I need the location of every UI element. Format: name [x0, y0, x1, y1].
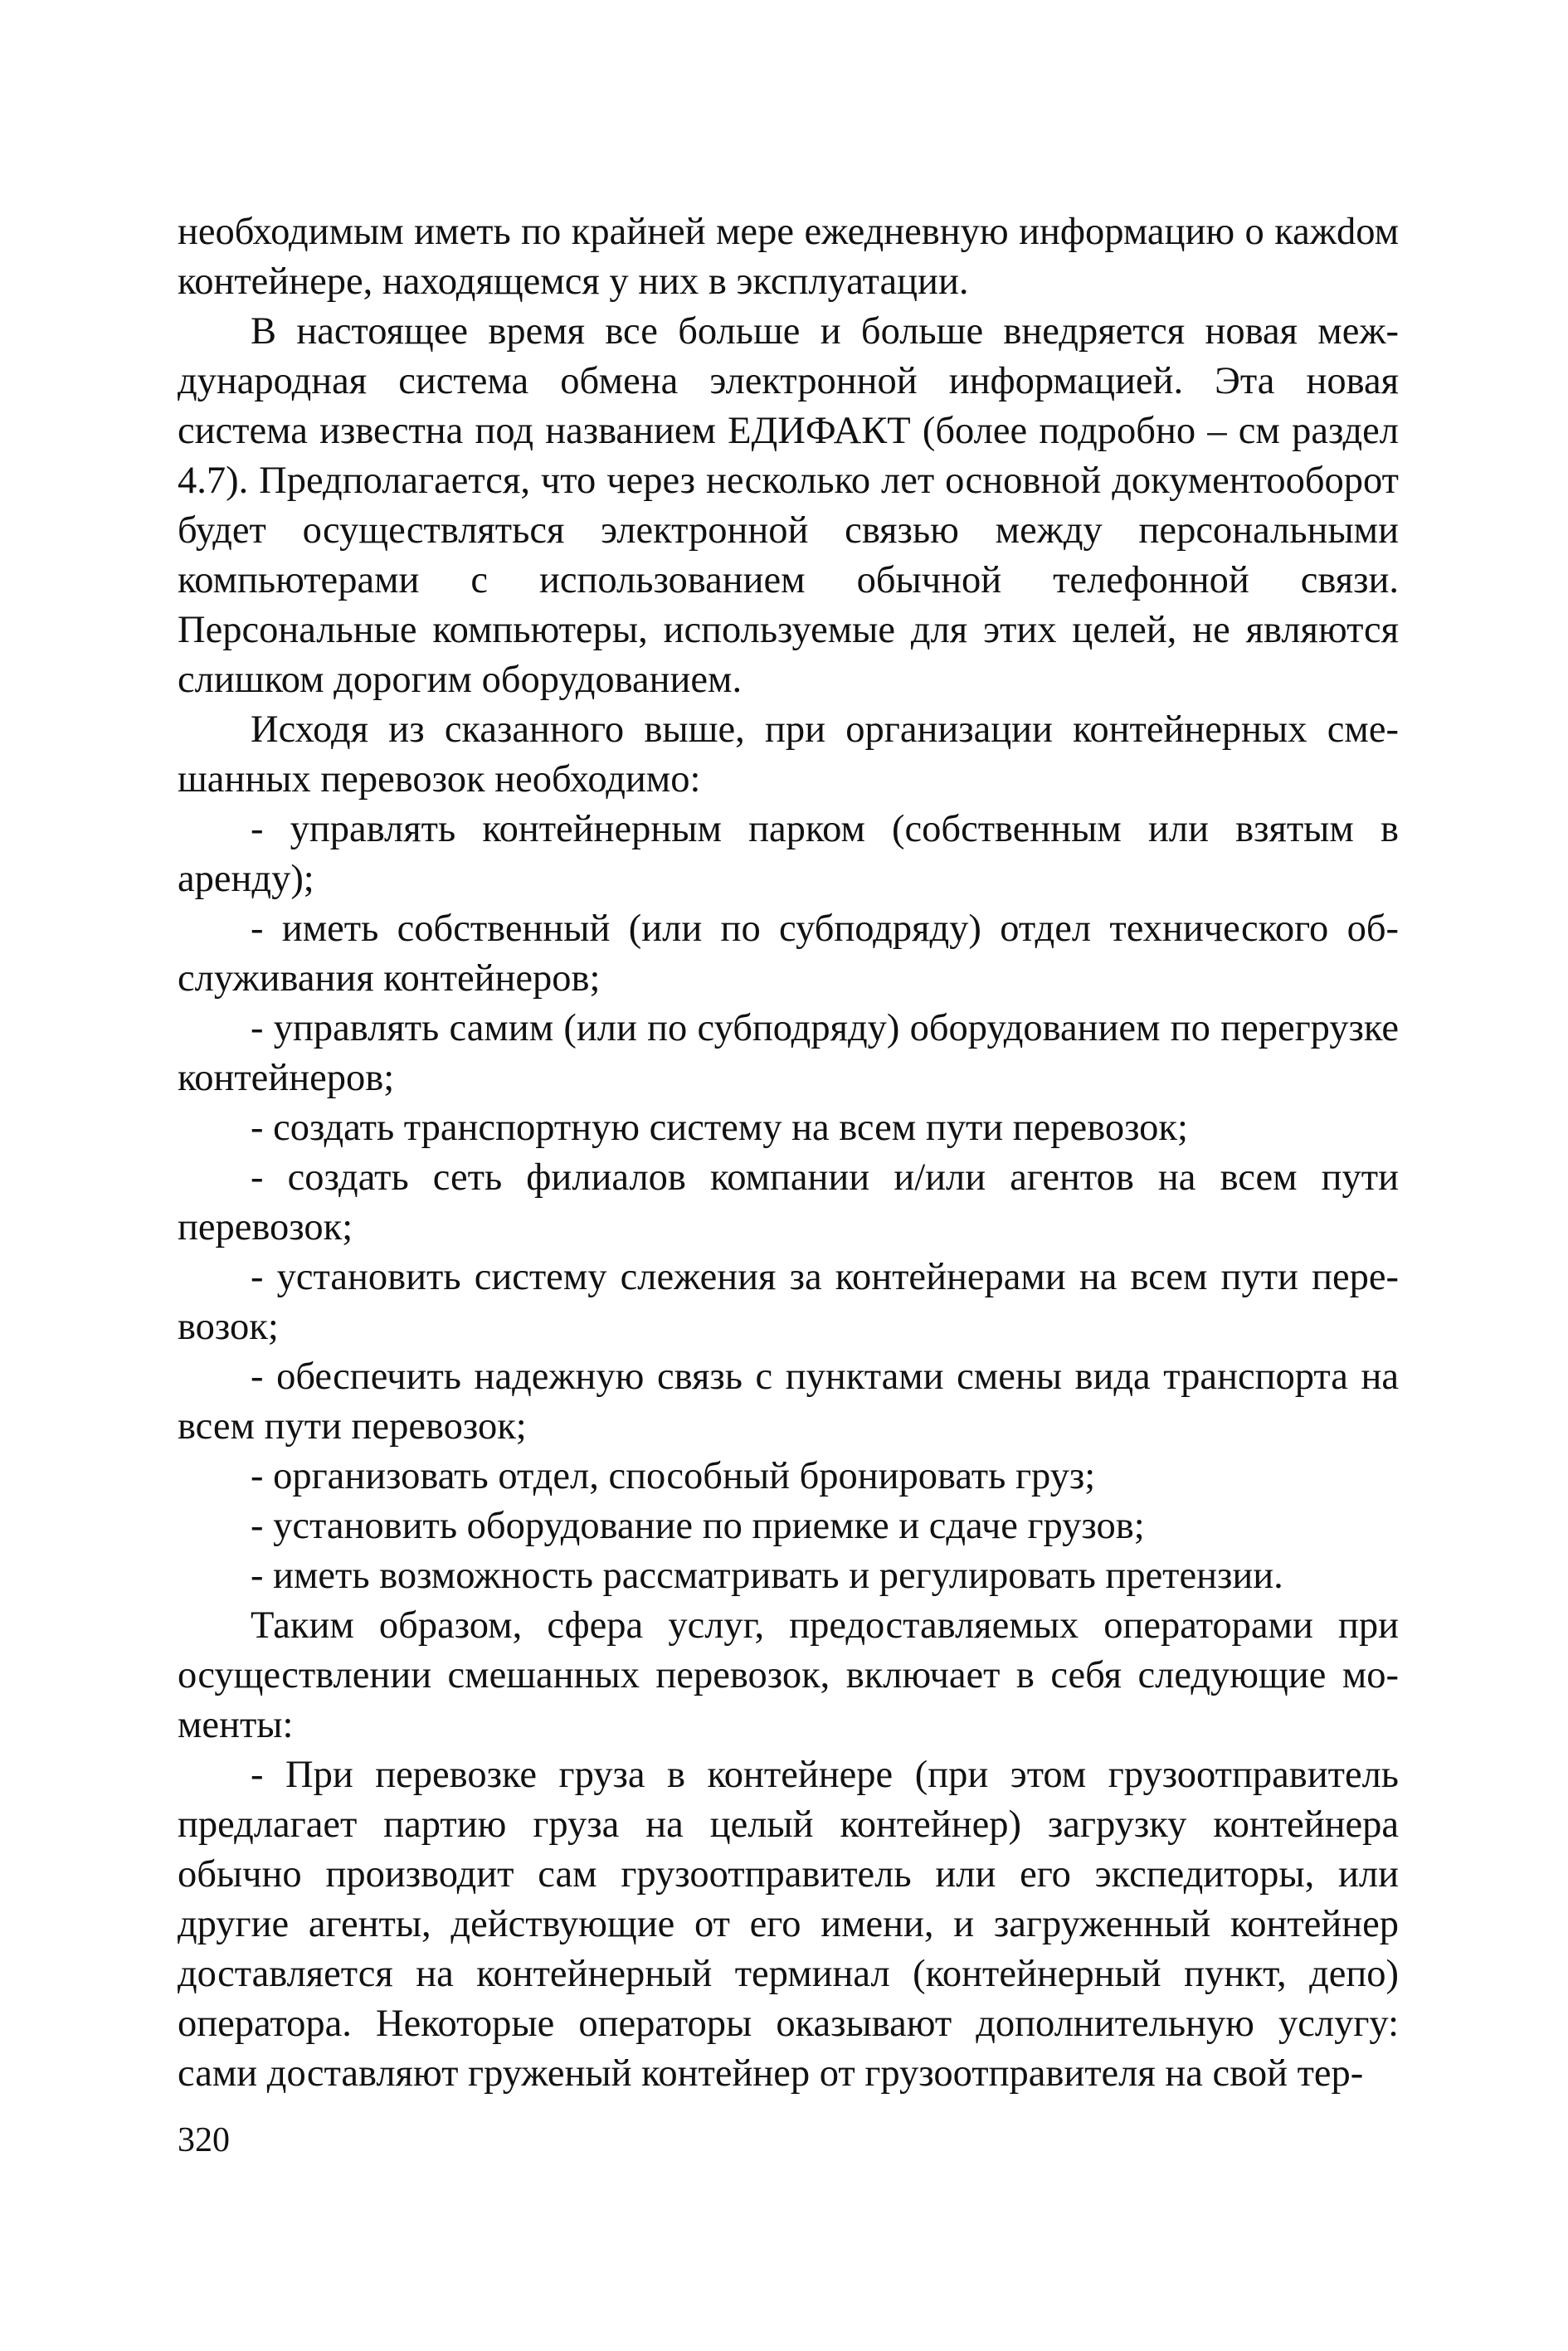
- paragraph-continuation: необходимым иметь по крайней мере ежедневную информацию о кажdом контейнере, находящемся у них в эксплуатации.: [178, 211, 1399, 303]
- paragraph-edifact: В настоящее время все больше и больше внедряется новая международная система обмена электронной информацией. Эта новая система известна под названием ЕДИФАКТ (более подробно – см раздел 4.7). Предполагается, что через несколько лет основной документооборот будет осуществляться электронной связью между персональными компьютерами с использованием обычной телефонной связи. Персональные компьютеры, используемые для этих целей, не являются слишком дорогим оборудованием.: [178, 310, 1399, 701]
- paragraph-requirements-intro: Исходя из сказанного выше, при организации контейнерных смешанных перевозок необходимо:: [178, 708, 1399, 801]
- page-number: 320: [178, 2121, 230, 2159]
- paragraph-services-intro: Таким образом, сфера услуг, предоставляемых операторами при осуществлении смешанных перевозок, включает в себя следующие моменты:: [178, 1604, 1399, 1746]
- page-body: [178, 207, 1399, 2099]
- list-item: - установить систему слежения за контейнерами на всем пути перевозок;: [178, 1256, 1399, 1348]
- list-item: - иметь возможность рассматривать и регулировать претензии.: [251, 1555, 1283, 1597]
- list-item: - обеспечить надежную связь с пунктами смены вида транспорта на всем пути перевозок;: [178, 1356, 1399, 1448]
- list-item: - При перевозке груза в контейнере (при этом грузоотправитель предлагает партию груза на целый контейнер) загрузку контейнера обычно производит сам грузоотправитель или его экспедиторы, или другие агенты, действующие от его имени, и загруженный контейнер доставляется на контейнерный терминал (контейнерный пункт, депо) оператора. Некоторые операторы оказывают дополнительную услугу: сами доставляют груженый контейнер от грузоотправителя на свой тер-: [178, 1754, 1399, 2095]
- list-item: - управлять самим (или по субподряду) оборудованием по перегрузке контейнеров;: [178, 1007, 1399, 1099]
- list-item: - установить оборудование по приемке и сдаче грузов;: [251, 1505, 1145, 1547]
- list-item: - иметь собственный (или по субподряду) отдел технического обслуживания контейнеров;: [178, 908, 1399, 1000]
- list-item: - создать транспортную систему на всем пути перевозок;: [251, 1107, 1188, 1149]
- list-item: - организовать отдел, способный бронировать груз;: [251, 1455, 1096, 1497]
- list-item: - создать сеть филиалов компании и/или агентов на всем пути перевозок;: [178, 1156, 1399, 1249]
- list-item: - управлять контейнерным парком (собственным или взятым в аренду);: [178, 808, 1399, 900]
